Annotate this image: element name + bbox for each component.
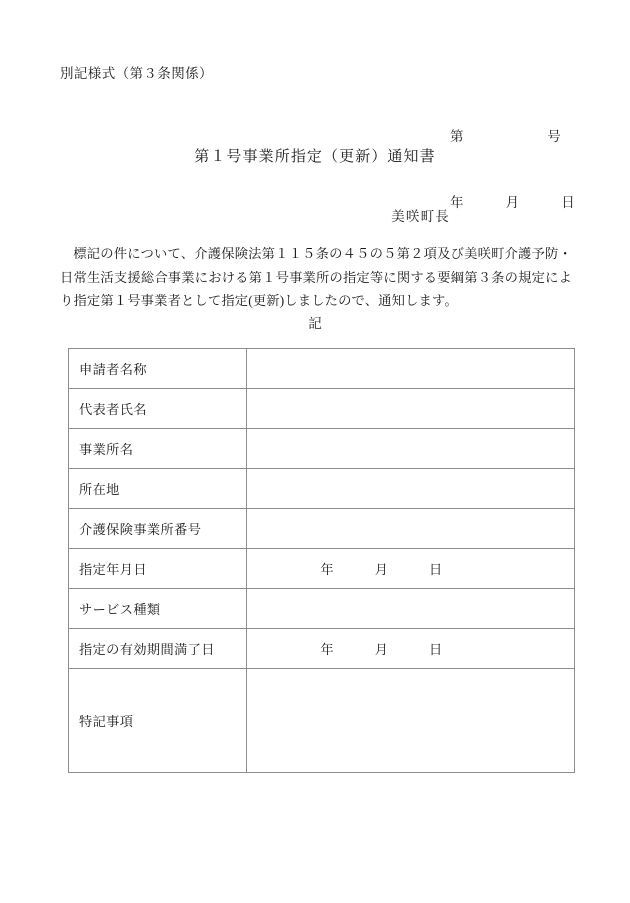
table-row-value[interactable] bbox=[247, 349, 575, 389]
table-row bbox=[69, 589, 575, 629]
information-table bbox=[68, 348, 575, 773]
table-row-value[interactable] bbox=[247, 669, 575, 773]
table-row-value-text: 年 月 日 bbox=[320, 562, 443, 577]
table-row-label: 特記事項 bbox=[69, 669, 247, 773]
table-row-value[interactable] bbox=[247, 389, 575, 429]
table-row bbox=[69, 389, 575, 429]
table-row-label: 申請者名称 bbox=[69, 349, 247, 389]
form-reference: 別記様式（第３条関係） bbox=[60, 66, 213, 81]
table-row bbox=[69, 629, 575, 669]
table-row-label: 介護保険事業所番号 bbox=[69, 509, 247, 549]
table-row-label: 指定の有効期間満了日 bbox=[69, 629, 247, 669]
table-row-value[interactable] bbox=[247, 589, 575, 629]
table-row-label: 代表者氏名 bbox=[69, 389, 247, 429]
table-row-label: 事業所名 bbox=[69, 429, 247, 469]
table-row-value[interactable] bbox=[247, 469, 575, 509]
information-table-body bbox=[69, 349, 575, 773]
table-row-value[interactable] bbox=[247, 629, 575, 669]
table-row bbox=[69, 349, 575, 389]
body-paragraph-text: 標記の件について、介護保険法第１１５条の４５の５第２項及び美咲町介護予防・日常生活支援総合事業における第１号事業所の指定等に関する要綱第３条の規定により指定第１号事業者として指定(更新)しましたので、通知します。 bbox=[60, 246, 572, 308]
document-meta-block bbox=[450, 82, 575, 258]
table-row-value[interactable] bbox=[247, 549, 575, 589]
table-row bbox=[69, 509, 575, 549]
ki-marker: 記 bbox=[308, 316, 322, 331]
table-row bbox=[69, 549, 575, 589]
table-row-label: 指定年月日 bbox=[69, 549, 247, 589]
document-date-line: 年 月 日 bbox=[450, 195, 576, 210]
table-row-value[interactable] bbox=[247, 429, 575, 469]
page-title: 第１号事業所指定（更新）通知書 bbox=[194, 149, 436, 165]
table-row bbox=[69, 669, 575, 773]
table-row-value-text: 年 月 日 bbox=[320, 642, 443, 657]
table-row-label: サービス種類 bbox=[69, 589, 247, 629]
table-row-value[interactable] bbox=[247, 509, 575, 549]
table-row-label: 所在地 bbox=[69, 469, 247, 509]
table-row bbox=[69, 429, 575, 469]
issuer-name: 美咲町長 bbox=[391, 209, 450, 224]
document-number-line: 第 号 bbox=[450, 129, 562, 144]
table-row bbox=[69, 469, 575, 509]
body-paragraph bbox=[60, 242, 572, 313]
